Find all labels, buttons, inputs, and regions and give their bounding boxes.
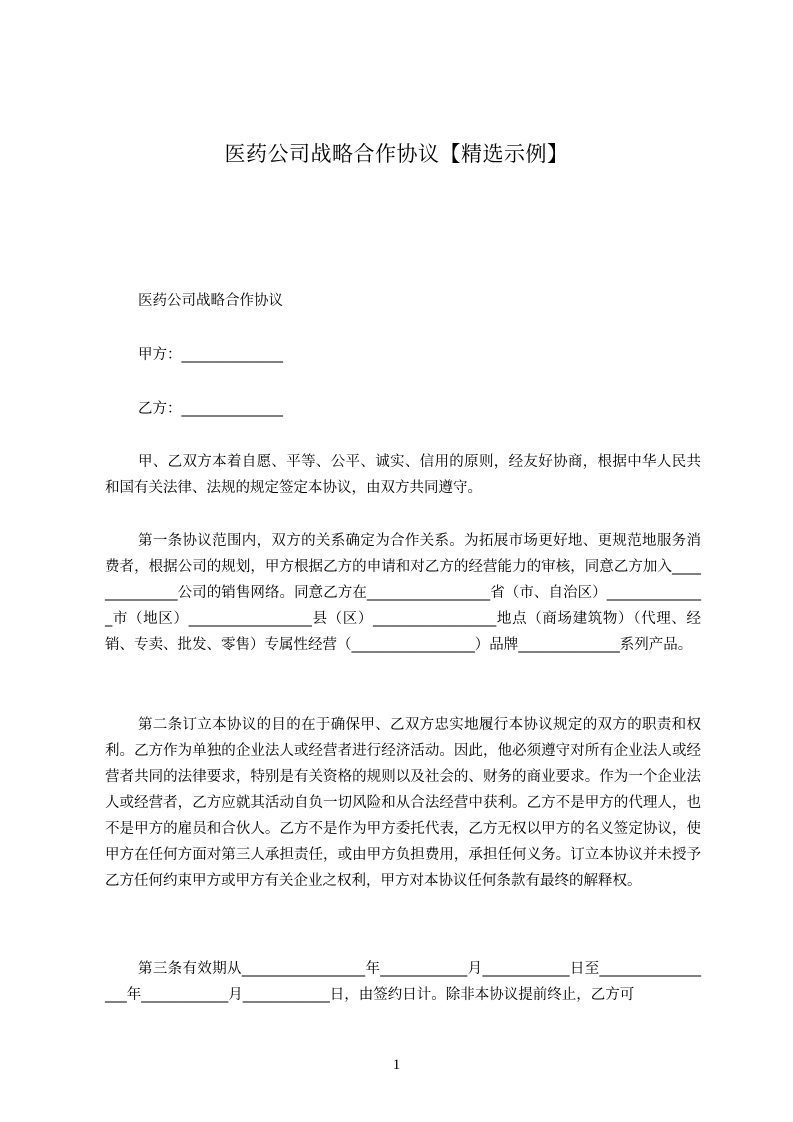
paragraph-article-1: 第一条协议范围内，双方的关系确定为合作关系。为拓展市场更好地、更规范地服务消费者，根据公司的规划，甲方根据乙方的申请和对乙方的经营能力的审核，同意乙方加入______________公司的销售网络。同意乙方在_________________省（市、自治区）______________市（地区）_________________县（区）_________________地点（商场建筑物）（代理、经销、专卖、批发、零售）专属性经营（_________________）品牌______________系列产品。 — [105, 533, 701, 653]
paragraph-article-3: 第三条有效期从_________________年____________月____________日至_________________年____________月____________日，由签约日计。除非本协议提前终止，乙方可 — [105, 961, 701, 1003]
party-b-line: 乙方：______________ — [138, 401, 283, 417]
paragraph-article-2: 第二条订立本协议的目的在于确保甲、乙双方忠实地履行本协议规定的双方的职责和权利。乙方作为单独的企业法人或经营者进行经济活动。因此，他必须遵守对所有企业法人或经营者共同的法律要求，特别是有关资格的规则以及社会的、财务的商业要求。作为一个企业法人或经营者，乙方应就其活动自负一切风险和从合法经营中获利。乙方不是甲方的代理人，也不是甲方的雇员和合伙人。乙方不是作为甲方委托代表，乙方无权以甲方的名义签定协议，使甲方在任何方面对第三人承担责任，或由甲方负担费用，承担任何义务。订立本协议并未授予乙方任何约束甲方或甲方有关企业之权利，甲方对本协议任何条款有最终的解释权。 — [105, 717, 701, 889]
agreement-heading: 医药公司战略合作协议 — [138, 293, 283, 309]
party-a-line: 甲方：______________ — [138, 347, 283, 363]
paragraph-preamble: 甲、乙双方本着自愿、平等、公平、诚实、信用的原则，经友好协商，根据中华人民共和国有关法律、法规的规定签定本协议，由双方共同遵守。 — [105, 454, 701, 496]
document-title: 医药公司战略合作协议【精选示例】 — [224, 142, 569, 166]
page-number: 1 — [392, 1057, 401, 1073]
